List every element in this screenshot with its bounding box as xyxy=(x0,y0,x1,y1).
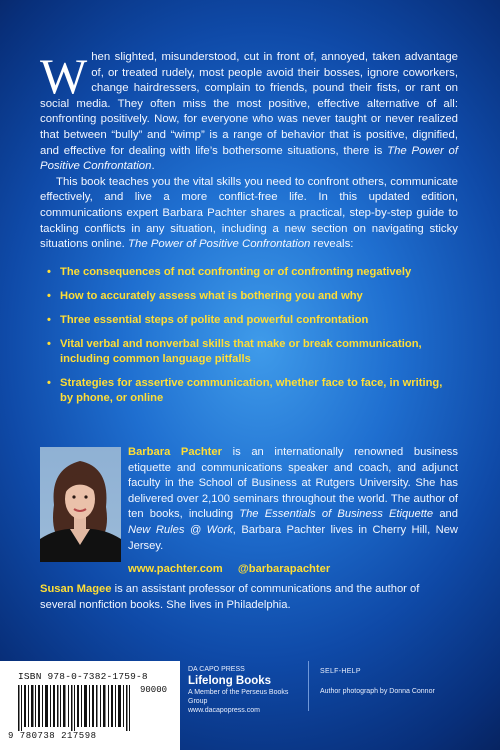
list-item: • Three essential steps of polite and powerful confrontation xyxy=(60,313,458,328)
reveals-list xyxy=(40,265,458,406)
intro-paragraph: When slighted, misunderstood, cut in front of, annoyed, taken advantage of, or treated rudely, most people avoid their bosses, ignore coworkers, change hairdressers, complain to friends, pound their fists, or rant on social media. They often miss the most positive, effective alternative of all: confronting positively. Now, for everyone who was never taught or never realized that between “bully” and “wimp” is a range of behavior that is positive, dignified, and effective for dealing with life’s bothersome situations, there is The Power of Positive Confrontation. xyxy=(40,48,459,173)
book-title: The Power of Positive Confrontation xyxy=(40,144,459,173)
list-item: • The consequences of not confronting or of confronting negatively xyxy=(60,265,458,280)
publisher-member: A Member of the Perseus Books Group xyxy=(188,689,289,705)
list-item: • How to accurately assess what is bothering you and why xyxy=(60,289,458,304)
divider xyxy=(308,661,309,711)
price-code: 90000 xyxy=(140,685,168,695)
publisher-name: Lifelong Books xyxy=(188,675,272,687)
isbn-text: ISBN 978-0-7382-1759-8 xyxy=(18,671,148,682)
list-item: • Vital verbal and nonverbal skills that make or break communication, including common language pitfalls xyxy=(60,337,458,367)
author-section xyxy=(40,445,458,576)
website-link[interactable]: www.pachter.com xyxy=(128,563,223,576)
author-links xyxy=(128,562,458,578)
book-title: The Power of Positive Confrontation xyxy=(128,238,311,251)
coauthor-name: Susan Magee xyxy=(40,583,112,595)
publisher-url: www.dacapopress.com xyxy=(188,707,260,714)
author-name: Barbara Pachter xyxy=(128,446,222,458)
publisher-block xyxy=(188,665,308,715)
barcode-icon xyxy=(18,685,133,731)
drop-cap: W xyxy=(40,48,88,104)
category-label: SELF-HELP xyxy=(320,668,361,675)
list-item: • Strategies for assertive communication, whether face to face, in writing, by phone, or online xyxy=(60,376,458,406)
blurb xyxy=(40,50,458,415)
barcode-digits: 9 780738 217598 xyxy=(8,731,97,741)
coauthor-bio: Susan Magee is an assistant professor of communications and the author of several nonfiction books. She lives in Philadelphia. xyxy=(40,583,420,611)
imprint: DA CAPO PRESS xyxy=(188,666,245,673)
book-title: New Rules @ Work xyxy=(128,523,233,536)
author-photo xyxy=(40,447,121,562)
barcode-panel xyxy=(0,661,180,750)
social-handle[interactable]: @barbarapachter xyxy=(237,563,331,576)
author-bio: Barbara Pachter is an internationally renowned business etiquette and communications speaker and coach, and adjunct faculty in the School of Business at Rutgers University. She has delivered over 2,100 seminars throughout the world. The author of ten books, including The Essentials of Business Etiquette and New Rules @ Work, Barbara Pachter lives in Cherry Hill, New Jersey. www.pachter.com @barbarapachter xyxy=(128,445,458,578)
description-paragraph: This book teaches you the vital skills you need to confront others, communicate effectively, and live a more conflict-free life. In this updated edition, communications expert Barbara Pachter shares a practical, step-by-step guide to tackling conflicts in any situation, including a new section on navigating sticky situations online. The Power of Positive Confrontation reveals: xyxy=(40,175,458,251)
book-title: The Essentials of Business Etiquette xyxy=(239,508,434,521)
photo-credit: Author photograph by Donna Connor xyxy=(320,688,435,695)
